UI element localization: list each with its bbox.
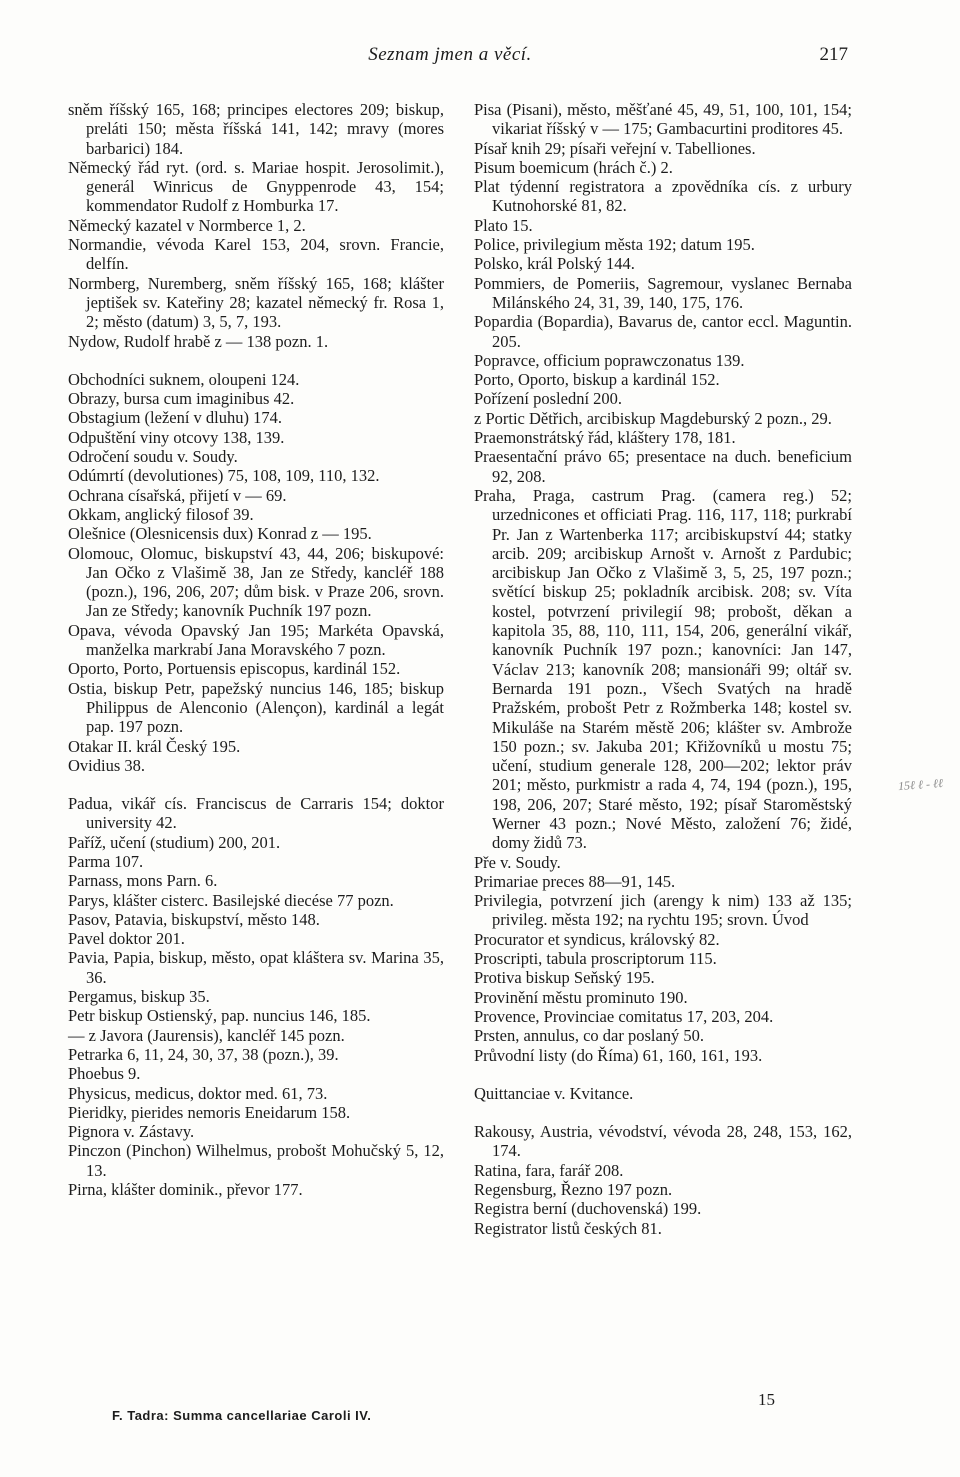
index-entry: Police, privilegium města 192; datum 195. [474, 235, 755, 255]
section-gap [68, 351, 444, 370]
index-entry: Otakar II. král Český 195. [68, 736, 241, 756]
index-entry: Pignora v. Zástavy. [68, 1122, 195, 1142]
index-entry: Písař knih 29; písaři veřejní v. Tabelliones. [474, 138, 756, 158]
index-entry: Pisa (Pisani), město, měšťané 45, 49, 51, 100, 101, 154; vikariat říšský v — 175; Gambacurtini proditores 45. [474, 100, 852, 139]
index-entry: Porto, Oporto, biskup a kardinál 152. [474, 370, 720, 390]
index-entry: Registrator listů českých 81. [474, 1218, 662, 1238]
index-entry: Normandie, vévoda Karel 153, 204, srovn. Francie, delfín. [68, 235, 444, 274]
index-entry: Petr biskup Ostienský, pap. nuncius 146, 185. [68, 1006, 371, 1026]
index-entry: Polsko, král Polský 144. [474, 254, 635, 274]
index-entry: Praha, Praga, castrum Prag. (camera reg.) 52; urzednicones et officiati Prag. 116, 117, 118; purkrabí Pr. Jan z Wartenberka 117; arcibiskupství 44; statky arcib. 209; arcibiskup Arnošt v. Arnošt z Pardubic; arcibiskup Jan Očko z Vlašimě 3, 5, 25, 197 pozn.; světící biskup 25; pokladník arcibisk. 208; sv. Víta kostel, potvrzení privilegií 98; probošt, děkan a kapitola 35, 88, 110, 111, 154, 206, generální vikář, kanovník Puchník 197 pozn.; kanovníci: Jan 147, Václav 213; kanovník 208; mansionáři 99; oltář sv. Bernarda 191 pozn., Všech Svatých na hradě Pražském, probošt Petr z Rožmberka 148; kostel sv. Mikuláše na Starém městě 206; klášter sv. Ambrože 150 pozn.; sv. Jakuba 201; Křižovníků u mostu 75; učení, studium generale 128, 200—202; lektor práv 201; město, purkmistr a rada 4, 74, 194 (pozn.), 195, 198, 206, 207; Staré město, 192; písař Staroměstský Werner 43 pozn.; Nové Město, založení 76; židé, domy židů 73. [474, 485, 852, 853]
index-entry: Plat týdenní registratora a zpovědníka cís. z urbury Kutnohorské 81, 82. [474, 177, 852, 216]
index-entry: Privilegia, potvrzení jich (arengy k nim) 133 až 135; privileg. města 192; na rychtu 195; srovn. Úvod [474, 891, 852, 930]
index-entry: Praemonstrátský řád, kláštery 178, 181. [474, 428, 736, 448]
section-gap [474, 1065, 852, 1084]
index-entry: Ochrana císařská, přijetí v — 69. [68, 485, 287, 505]
index-entry: Parma 107. [68, 851, 144, 871]
index-entry: Odpuštění viny otcovy 138, 139. [68, 427, 285, 447]
index-entry: Procurator et syndicus, královský 82. [474, 929, 720, 949]
page-number: 217 [819, 44, 848, 65]
index-entry: Phoebus 9. [68, 1064, 141, 1084]
index-entry: Proscripti, tabula proscriptorum 115. [474, 949, 717, 969]
index-entry: Provence, Provinciae comitatus 17, 203, 204. [474, 1006, 774, 1026]
section-gap [474, 1103, 852, 1122]
index-entry: Nydow, Rudolf hrabě z — 138 pozn. 1. [68, 331, 329, 351]
index-entry: Rakousy, Austria, vévodství, vévoda 28, 248, 153, 162, 174. [474, 1122, 852, 1161]
index-entry: Paříž, učení (studium) 200, 201. [68, 832, 281, 852]
index-entry: Regensburg, Řezno 197 pozn. [474, 1180, 673, 1200]
index-entry: Olešnice (Olesnicensis dux) Konrad z — 195. [68, 524, 372, 544]
index-column-right [474, 100, 852, 1238]
index-entry: Pirna, klášter dominik., převor 177. [68, 1180, 303, 1200]
running-head [0, 44, 960, 70]
index-entry: Odročení soudu v. Soudy. [68, 447, 238, 467]
index-entry: Německý kazatel v Normberce 1, 2. [68, 215, 306, 235]
index-entry: Pisum boemicum (hrách č.) 2. [474, 157, 673, 177]
index-entry: Primariae preces 88—91, 145. [474, 871, 676, 891]
signature-line: F. Tadra: Summa cancellariae Caroli IV. [112, 1408, 372, 1423]
index-entry: Pinczon (Pinchon) Wilhelmus, probošt Mohučský 5, 12, 13. [68, 1141, 444, 1180]
index-entry: z Portic Dětřich, arcibiskup Magdeburský 2 pozn., 29. [474, 408, 832, 428]
index-entry: Olomouc, Olomuc, biskupství 43, 44, 206; biskupové: Jan Očko z Vlašimě 38, Jan ze Středy, kancléř 188 (pozn.), 196, 206, 207; dům bisk. v Praze 206, srovn. Jan ze Středy; kanovník Puchník 197 pozn. [68, 543, 444, 621]
index-entry: Registra berní (duchovenská) 199. [474, 1199, 702, 1219]
index-entry: — z Javora (Jaurensis), kancléř 145 pozn. [68, 1025, 345, 1045]
index-entry: Plato 15. [474, 215, 533, 235]
index-entry: Quittanciae v. Kvitance. [474, 1083, 634, 1103]
index-entry: Odúmrtí (devolutiones) 75, 108, 109, 110, 132. [68, 466, 380, 486]
index-entry: Obchodníci suknem, oloupeni 124. [68, 369, 300, 389]
index-entry: Pieridky, pierides nemoris Eneidarum 158. [68, 1102, 351, 1122]
section-gap [68, 775, 444, 794]
index-entry: Popardia (Bopardia), Bavarus de, cantor eccl. Maguntin. 205. [474, 312, 852, 351]
index-entry: Německý řád ryt. (ord. s. Mariae hospit. Jerosolimit.), generál Winricus de Gnyppenrode 43, 154; kommendator Rudolf z Homburka 17. [68, 157, 444, 216]
index-entry: Okkam, anglický filosof 39. [68, 504, 254, 524]
index-entry: Pasov, Patavia, biskupství, město 148. [68, 909, 320, 929]
index-entry: Physicus, medicus, doktor med. 61, 73. [68, 1083, 328, 1103]
index-entry: Opava, vévoda Opavský Jan 195; Markéta Opavská, manželka markrabí Jana Moravského 7 pozn. [68, 620, 444, 660]
index-entry: Pavel doktor 201. [68, 929, 185, 949]
index-entry: Pergamus, biskup 35. [68, 987, 210, 1007]
index-entry: Ostia, biskup Petr, papežský nuncius 146, 185; biskup Philippus de Alenconio (Alençon), kardinál a legát pap. 197 pozn. [68, 678, 444, 737]
index-entry: Obrazy, bursa cum imaginibus 42. [68, 389, 295, 409]
index-entry: sněm říšský 165, 168; principes electores 209; biskup, preláti 150; města říšská 141, 142; mravy (mores barbarici) 184. [68, 100, 444, 158]
index-entry: Oporto, Porto, Portuensis episcopus, kardinál 152. [68, 659, 401, 679]
index-entry: Popravce, officium poprawczonatus 139. [474, 350, 745, 370]
index-entry: Průvodní listy (do Říma) 61, 160, 161, 193. [474, 1045, 763, 1065]
index-entry: Ratina, fara, farář 208. [474, 1160, 624, 1180]
index-entry: Protiva biskup Seňský 195. [474, 968, 655, 988]
index-entry: Ovidius 38. [68, 755, 146, 775]
index-entry: Petrarka 6, 11, 24, 30, 37, 38 (pozn.), 39. [68, 1044, 339, 1064]
pencil-margin-note: 15ℓ ℓ - ℓℓ [897, 775, 944, 794]
index-entry: Normberg, Nuremberg, sněm říšský 165, 168; klášter jeptišek sv. Kateřiny 28; kazatel německý fr. Rosa 1, 2; město (datum) 3, 5, 7, 193. [68, 273, 444, 332]
index-entry: Pavia, Papia, biskup, město, opat kláštera sv. Marina 35, 36. [68, 948, 444, 987]
index-entry: Prsten, annulus, co dar poslaný 50. [474, 1026, 705, 1046]
sheet-number: 15 [758, 1390, 775, 1409]
index-entry: Pře v. Soudy. [474, 852, 561, 872]
running-title: Seznam jmen a věcí. [368, 44, 532, 65]
index-entry: Padua, vikář cís. Franciscus de Carraris 154; doktor university 42. [68, 794, 444, 833]
index-entry: Praesentační právo 65; presentace na duch. beneficium 92, 208. [474, 447, 852, 486]
index-entry: Pommiers, de Pomeriis, Sagremour, vyslanec Bernaba Milánského 24, 31, 39, 140, 175, 176. [474, 273, 852, 312]
index-entry: Pořízení poslední 200. [474, 389, 623, 409]
index-entry: Parnass, mons Parn. 6. [68, 871, 218, 891]
index-entry: Provinění městu prominuto 190. [474, 987, 688, 1007]
index-entry: Obstagium (ležení v dluhu) 174. [68, 408, 283, 428]
index-column-left [68, 100, 444, 1199]
index-entry: Parys, klášter cisterc. Basilejské diecése 77 pozn. [68, 890, 394, 910]
